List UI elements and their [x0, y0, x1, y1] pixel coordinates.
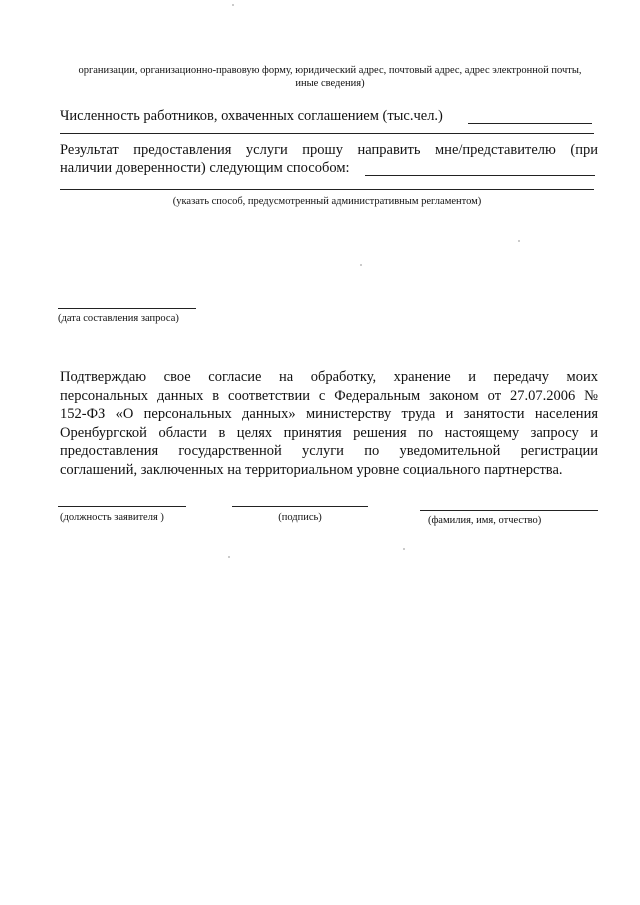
result-method-line-2: наличии доверенности) следующим способом: [60, 160, 350, 176]
consent-line-2: персональных данных в соответствии с Федеральным законом от 27.07.2006 № [60, 387, 598, 404]
workers-count-field[interactable] [468, 123, 592, 124]
scan-speck [403, 548, 405, 550]
header-note [60, 64, 600, 90]
scan-speck [228, 556, 230, 558]
date-label: (дата составления запроса) [58, 313, 179, 324]
scan-speck [232, 4, 234, 6]
position-field[interactable] [58, 506, 186, 507]
result-method-field[interactable] [365, 175, 595, 176]
header-note-line-1: организации, организационно-правовую форму, юридический адрес, почтовый адрес, адрес электронной почты, [78, 65, 582, 76]
separator-line-1 [60, 133, 594, 134]
workers-count-label: Численность работников, охваченных соглашением (тыс.чел.) [60, 108, 443, 124]
full-name-label: (фамилия, имя, отчество) [428, 515, 542, 526]
position-label: (должность заявителя ) [60, 512, 164, 523]
consent-line-1: Подтверждаю свое согласие на обработку, хранение и передачу моих [60, 369, 598, 385]
result-method-hint: (указать способ, предусмотренный административным регламентом) [172, 196, 482, 207]
scan-speck [518, 240, 520, 242]
header-note-line-2: иные сведения) [295, 78, 365, 89]
date-field[interactable] [58, 308, 196, 309]
full-name-field[interactable] [420, 510, 598, 511]
result-method-line-1: Результат предоставления услуги прошу направить мне/представителю (при [60, 142, 598, 158]
consent-line-6: соглашений, заключенных на территориальном уровне социального партнерства. [60, 461, 563, 478]
consent-paragraph [60, 368, 598, 479]
consent-line-5: предоставления государственной услуги по уведомительной регистрации [60, 443, 598, 459]
consent-line-3: 152-ФЗ «О персональных данных» министерству труда и занятости населения [60, 406, 598, 422]
separator-line-2 [60, 189, 594, 190]
consent-line-4: Оренбургской области в целях принятия решения по настоящему запросу и [60, 424, 598, 441]
scan-speck [360, 264, 362, 266]
signature-label: (подпись) [278, 512, 322, 523]
signature-field[interactable] [232, 506, 368, 507]
